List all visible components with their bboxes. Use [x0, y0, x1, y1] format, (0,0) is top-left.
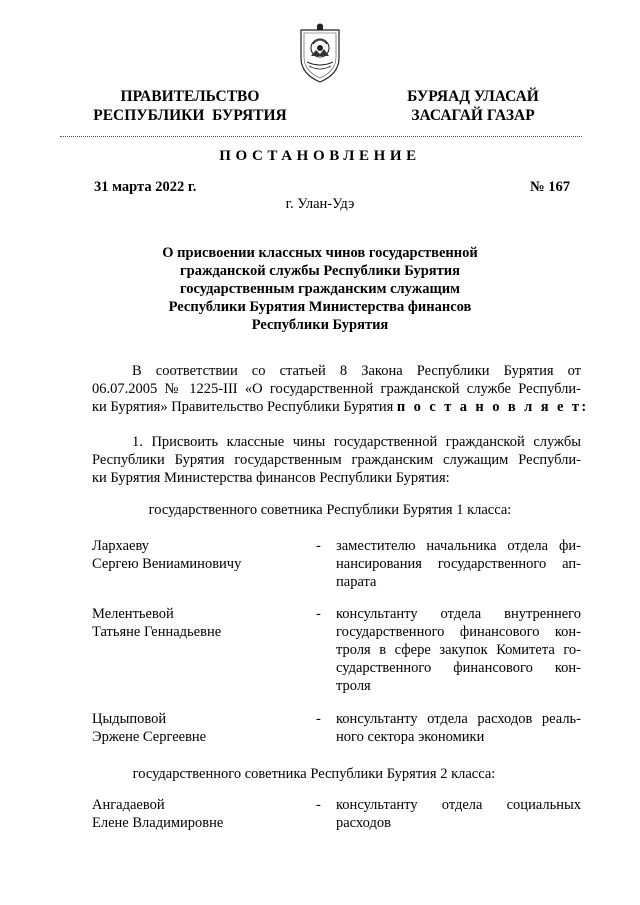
- position-line: сударственного финансового кон-: [336, 660, 581, 676]
- preamble-line: В соответствии со статьей 8 Закона Республики Бурятия от: [132, 363, 581, 379]
- employee-position: [336, 796, 581, 832]
- position-line: расходов: [336, 815, 391, 831]
- position-line: троля: [336, 678, 371, 694]
- grade-heading-1: государственного советника Республики Бурятия 1 класса:: [148, 502, 512, 518]
- entry-dash: -: [316, 606, 321, 622]
- employee-surname: Мелентьевой: [92, 606, 174, 622]
- clause-line: ки Бурятия Министерства финансов Республики Бурятия:: [92, 470, 450, 486]
- employee-given-names: Эржене Сергеевне: [92, 729, 207, 745]
- employee-given-names: Татьяне Геннадьевне: [92, 624, 222, 640]
- employee-surname: Лархаеву: [92, 538, 150, 554]
- position-line: ного сектора экономики: [336, 729, 485, 745]
- decree-subject: [150, 244, 490, 334]
- position-line: заместителю начальника отдела фи-: [336, 538, 581, 554]
- preamble-text: ки Бурятия» Правительство Республики Бурятия: [92, 399, 397, 415]
- position-line: троля в сфере закупок Комитета го-: [336, 642, 581, 658]
- preamble-paragraph: [92, 362, 589, 416]
- employee-given-names: Сергею Вениаминовичу: [92, 556, 242, 572]
- clause-line: 1. Присвоить классные чины государственной гражданской службы: [132, 434, 581, 450]
- decree-date: 31 марта 2022 г.: [94, 179, 197, 195]
- position-line: консультанту отдела социальных: [336, 797, 581, 813]
- preamble-line: 06.07.2005 № 1225-III «О государственной гражданской службе Республи-: [92, 381, 581, 397]
- entry-dash: -: [316, 797, 321, 813]
- position-line: консультанту отдела внутреннего: [336, 606, 581, 622]
- employee-name: [92, 605, 302, 641]
- org-name-russian: [80, 87, 300, 125]
- clause-line: Республики Бурятия государственным гражданским служащим Республи-: [92, 452, 581, 468]
- position-line: нансирования государственного ап-: [336, 556, 581, 572]
- employee-position: [336, 537, 581, 591]
- employee-position: [336, 605, 581, 695]
- employee-given-names: Елене Владимировне: [92, 815, 224, 831]
- employee-name: [92, 710, 302, 746]
- subject-line: государственным гражданским служащим: [180, 281, 460, 297]
- employee-name: [92, 537, 302, 573]
- clause-1-paragraph: [92, 433, 581, 487]
- position-line: парата: [336, 574, 377, 590]
- org-name-buryat-line-1: БУРЯАД УЛАСАЙ: [407, 88, 539, 105]
- resolves-word: п о с т а н о в л я е т:: [396, 399, 589, 415]
- subject-line: Республики Бурятия: [251, 317, 389, 333]
- employee-position: [336, 710, 581, 746]
- decree-title: ПОСТАНОВЛЕНИЕ: [219, 148, 421, 164]
- subject-line: Республики Бурятия Министерства финансов: [168, 299, 472, 315]
- employee-surname: Цыдыповой: [92, 711, 167, 727]
- org-name-russian-line-1: ПРАВИТЕЛЬСТВО: [120, 88, 260, 105]
- org-name-buryat-line-2: ЗАСАГАЙ ГАЗАР: [411, 107, 535, 124]
- header-separator: [60, 136, 582, 137]
- decree-number: № 167: [530, 179, 570, 195]
- position-line: консультанту отдела расходов реаль-: [336, 711, 581, 727]
- subject-line: О присвоении классных чинов государственной: [162, 245, 478, 261]
- employee-name: [92, 796, 302, 832]
- subject-line: гражданской службы Республики Бурятия: [180, 263, 460, 279]
- decree-city: г. Улан-Удэ: [285, 196, 355, 212]
- grade-heading-2: государственного советника Республики Бурятия 2 класса:: [132, 766, 496, 782]
- org-name-buryat: [378, 87, 568, 125]
- position-line: государственного финансового кон-: [336, 624, 581, 640]
- org-name-russian-line-2: РЕСПУБЛИКИ БУРЯТИЯ: [93, 107, 287, 124]
- preamble-line: [92, 398, 589, 416]
- entry-dash: -: [316, 538, 321, 554]
- employee-surname: Ангадаевой: [92, 797, 165, 813]
- entry-dash: -: [316, 711, 321, 727]
- coat-of-arms-emblem: [297, 22, 343, 84]
